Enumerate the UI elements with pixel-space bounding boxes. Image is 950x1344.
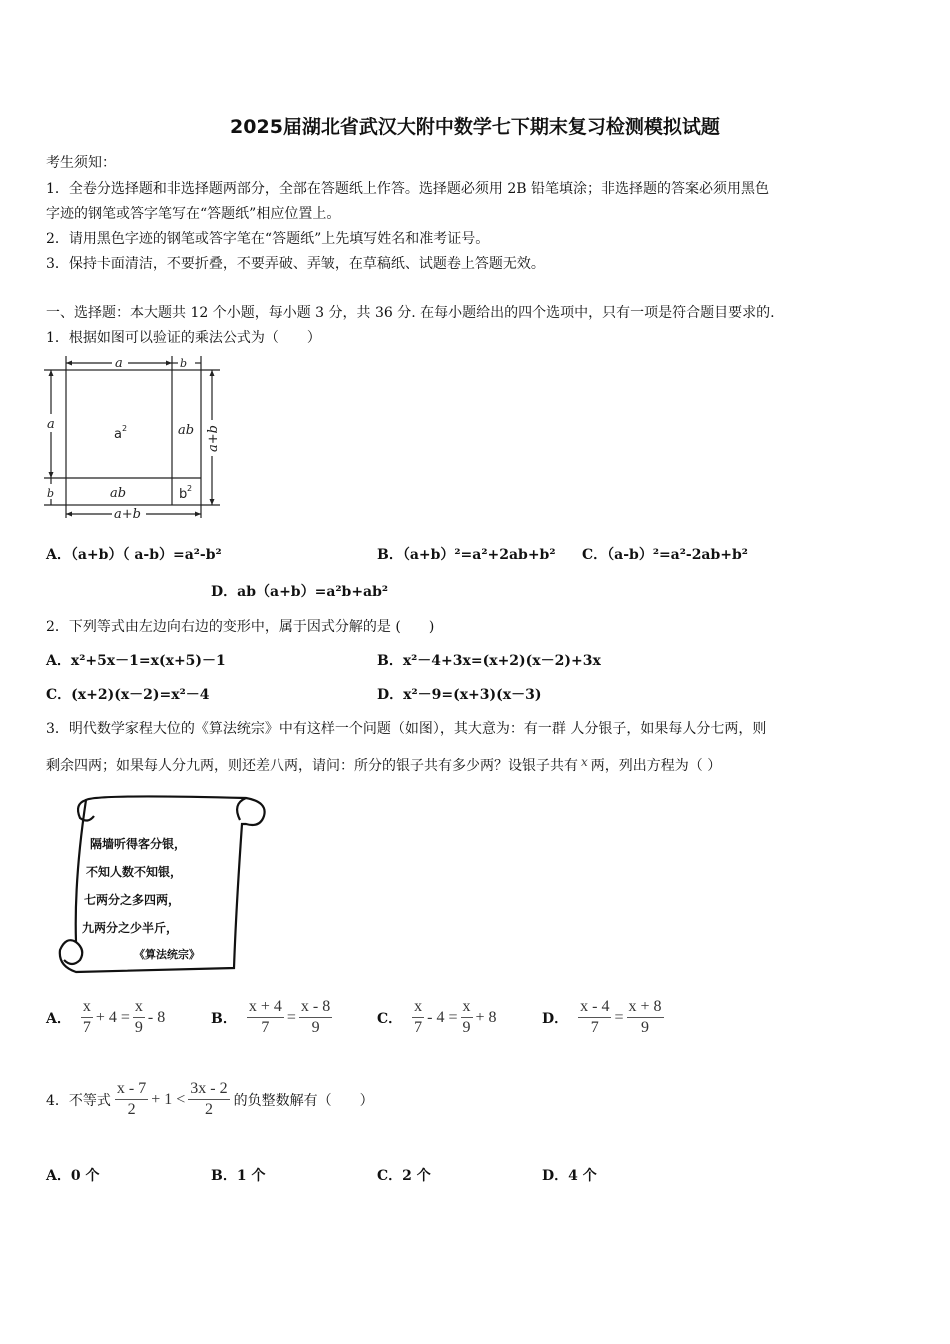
scroll-line-3: 七两分之多四两， [84,893,181,907]
section-1-heading: 一、选择题：本大题共 12 个小题，每小题 3 分，共 36 分. 在每小题给出的四个选项中，只有一项是符合题目要求的. [46,305,775,321]
scroll-line-5: 《算法统宗》 [134,948,200,961]
label-a-squared: a [114,427,122,442]
q4-option-d[interactable]: D．4 个 [542,1168,597,1184]
q3-stem-line-2 [46,755,721,775]
label-ab-bottom: ab [110,486,127,501]
q1-stem: 1．根据如图可以验证的乘法公式为（ ） [46,330,321,346]
q1-option-b[interactable]: B．（a+b）²=a²+2ab+b² [377,547,556,563]
q3-stem-var: x [581,755,588,769]
label-apb-bottom: a+b [114,507,141,522]
scroll-line-2: 不知人数不知银， [86,865,183,879]
notice-heading: 考生须知： [46,155,116,171]
q3-option-c[interactable] [377,998,497,1037]
q3-option-b-label: B． [211,1010,237,1027]
label-apb-right: a+b [206,425,221,452]
q4-option-b[interactable]: B．1 个 [211,1168,266,1184]
notice-line-3: 3．保持卡面清洁，不要折叠，不要弄破、弄皱，在草稿纸、试题卷上答题无效。 [46,256,545,272]
q3-option-a-expr: $\frac{x}{7}$ + 4 = $\frac{x}{9}$ - 8 [82,998,166,1036]
q3-option-d-expr: $\frac{x - 4}{7}$ = $\frac{x + 8}{9}$ [580,998,662,1036]
q3-stem-part-b: 两，列出方程为（ ） [590,758,722,774]
notice-line-1a: 1．全卷分选择题和非选择题两部分，全部在答题纸上作答。选择题必须用 2B 铅笔填涂；非选择题的答案必须用黑色 [46,181,769,197]
q2-option-b[interactable]: B．x²－4+3x=(x+2)(x－2)+3x [377,653,601,669]
label-b-left: b [47,487,55,500]
q1-option-d[interactable]: D．ab（a+b）=a²b+ab² [211,584,389,600]
notice-line-2: 2．请用黑色字迹的钢笔或答字笔在“答题纸”上先填写姓名和准考证号。 [46,231,490,247]
q4-stem [46,1080,374,1119]
label-a-left: a [47,417,55,432]
q4-option-a[interactable]: A．0 个 [46,1168,100,1184]
page-title: 2025届湖北省武汉大附中数学七下期末复习检测模拟试题 [230,116,720,138]
q3-stem-part-a: 剩余四两；如果每人分九两，则还差八两，请问：所分的银子共有多少两？设银子共有 [46,758,578,774]
scroll-line-4: 九两分之少半斤， [82,921,179,935]
q3-option-d[interactable] [542,998,664,1037]
q4-stem-pre: 4．不等式 [46,1092,111,1109]
square-diagram [42,352,232,524]
q1-option-a[interactable]: A．（a+b）（ a-b）=a²-b² [46,547,222,563]
q1-option-c[interactable]: C．（a-b）²=a²-2ab+b² [582,547,748,563]
q3-option-c-label: C． [377,1010,403,1027]
label-a-top: a [115,356,123,371]
scroll-image [46,790,271,980]
q2-option-c[interactable]: C．(x+2)(x－2)=x²－4 [46,687,210,703]
scroll-line-1: 隔墙听得客分银， [90,837,187,851]
q2-stem: 2．下列等式由左边向右边的变形中，属于因式分解的是 ( ) [46,619,435,635]
q4-stem-post: 的负整数解有（ ） [233,1092,374,1109]
q3-option-a-label: A． [46,1010,71,1027]
q3-option-d-label: D． [542,1010,569,1027]
q4-option-c[interactable]: C．2 个 [377,1168,431,1184]
q3-option-a[interactable] [46,998,165,1037]
q3-stem-line-1: 3．明代数学家程大位的《算法统宗》中有这样一个问题（如图），其大意为：有一群 人分银子，如果每人分七两，则 [46,721,767,737]
q2-option-a[interactable]: A．x²+5x－1=x(x+5)－1 [46,653,226,669]
q3-option-b[interactable] [211,998,332,1037]
label-b-top: b [180,357,188,370]
notice-line-1b: 字迹的钢笔或答字笔写在“答题纸”相应位置上。 [46,206,341,222]
q4-inequality: $\frac{x - 7}{2}$ + 1 < $\frac{3x - 2}{2}$ [116,1080,228,1118]
label-a-squared-exp: 2 [122,424,128,433]
label-b-squared-exp: 2 [187,484,193,493]
q3-option-b-expr: $\frac{x + 4}{7}$ = $\frac{x - 8}{9}$ [248,998,331,1036]
label-b-squared: b [179,487,188,502]
q2-option-d[interactable]: D．x²－9=(x+3)(x－3) [377,687,542,703]
label-ab-right: ab [178,423,195,438]
q3-option-c-expr: $\frac{x}{7}$ - 4 = $\frac{x}{9}$ + 8 [414,998,497,1036]
